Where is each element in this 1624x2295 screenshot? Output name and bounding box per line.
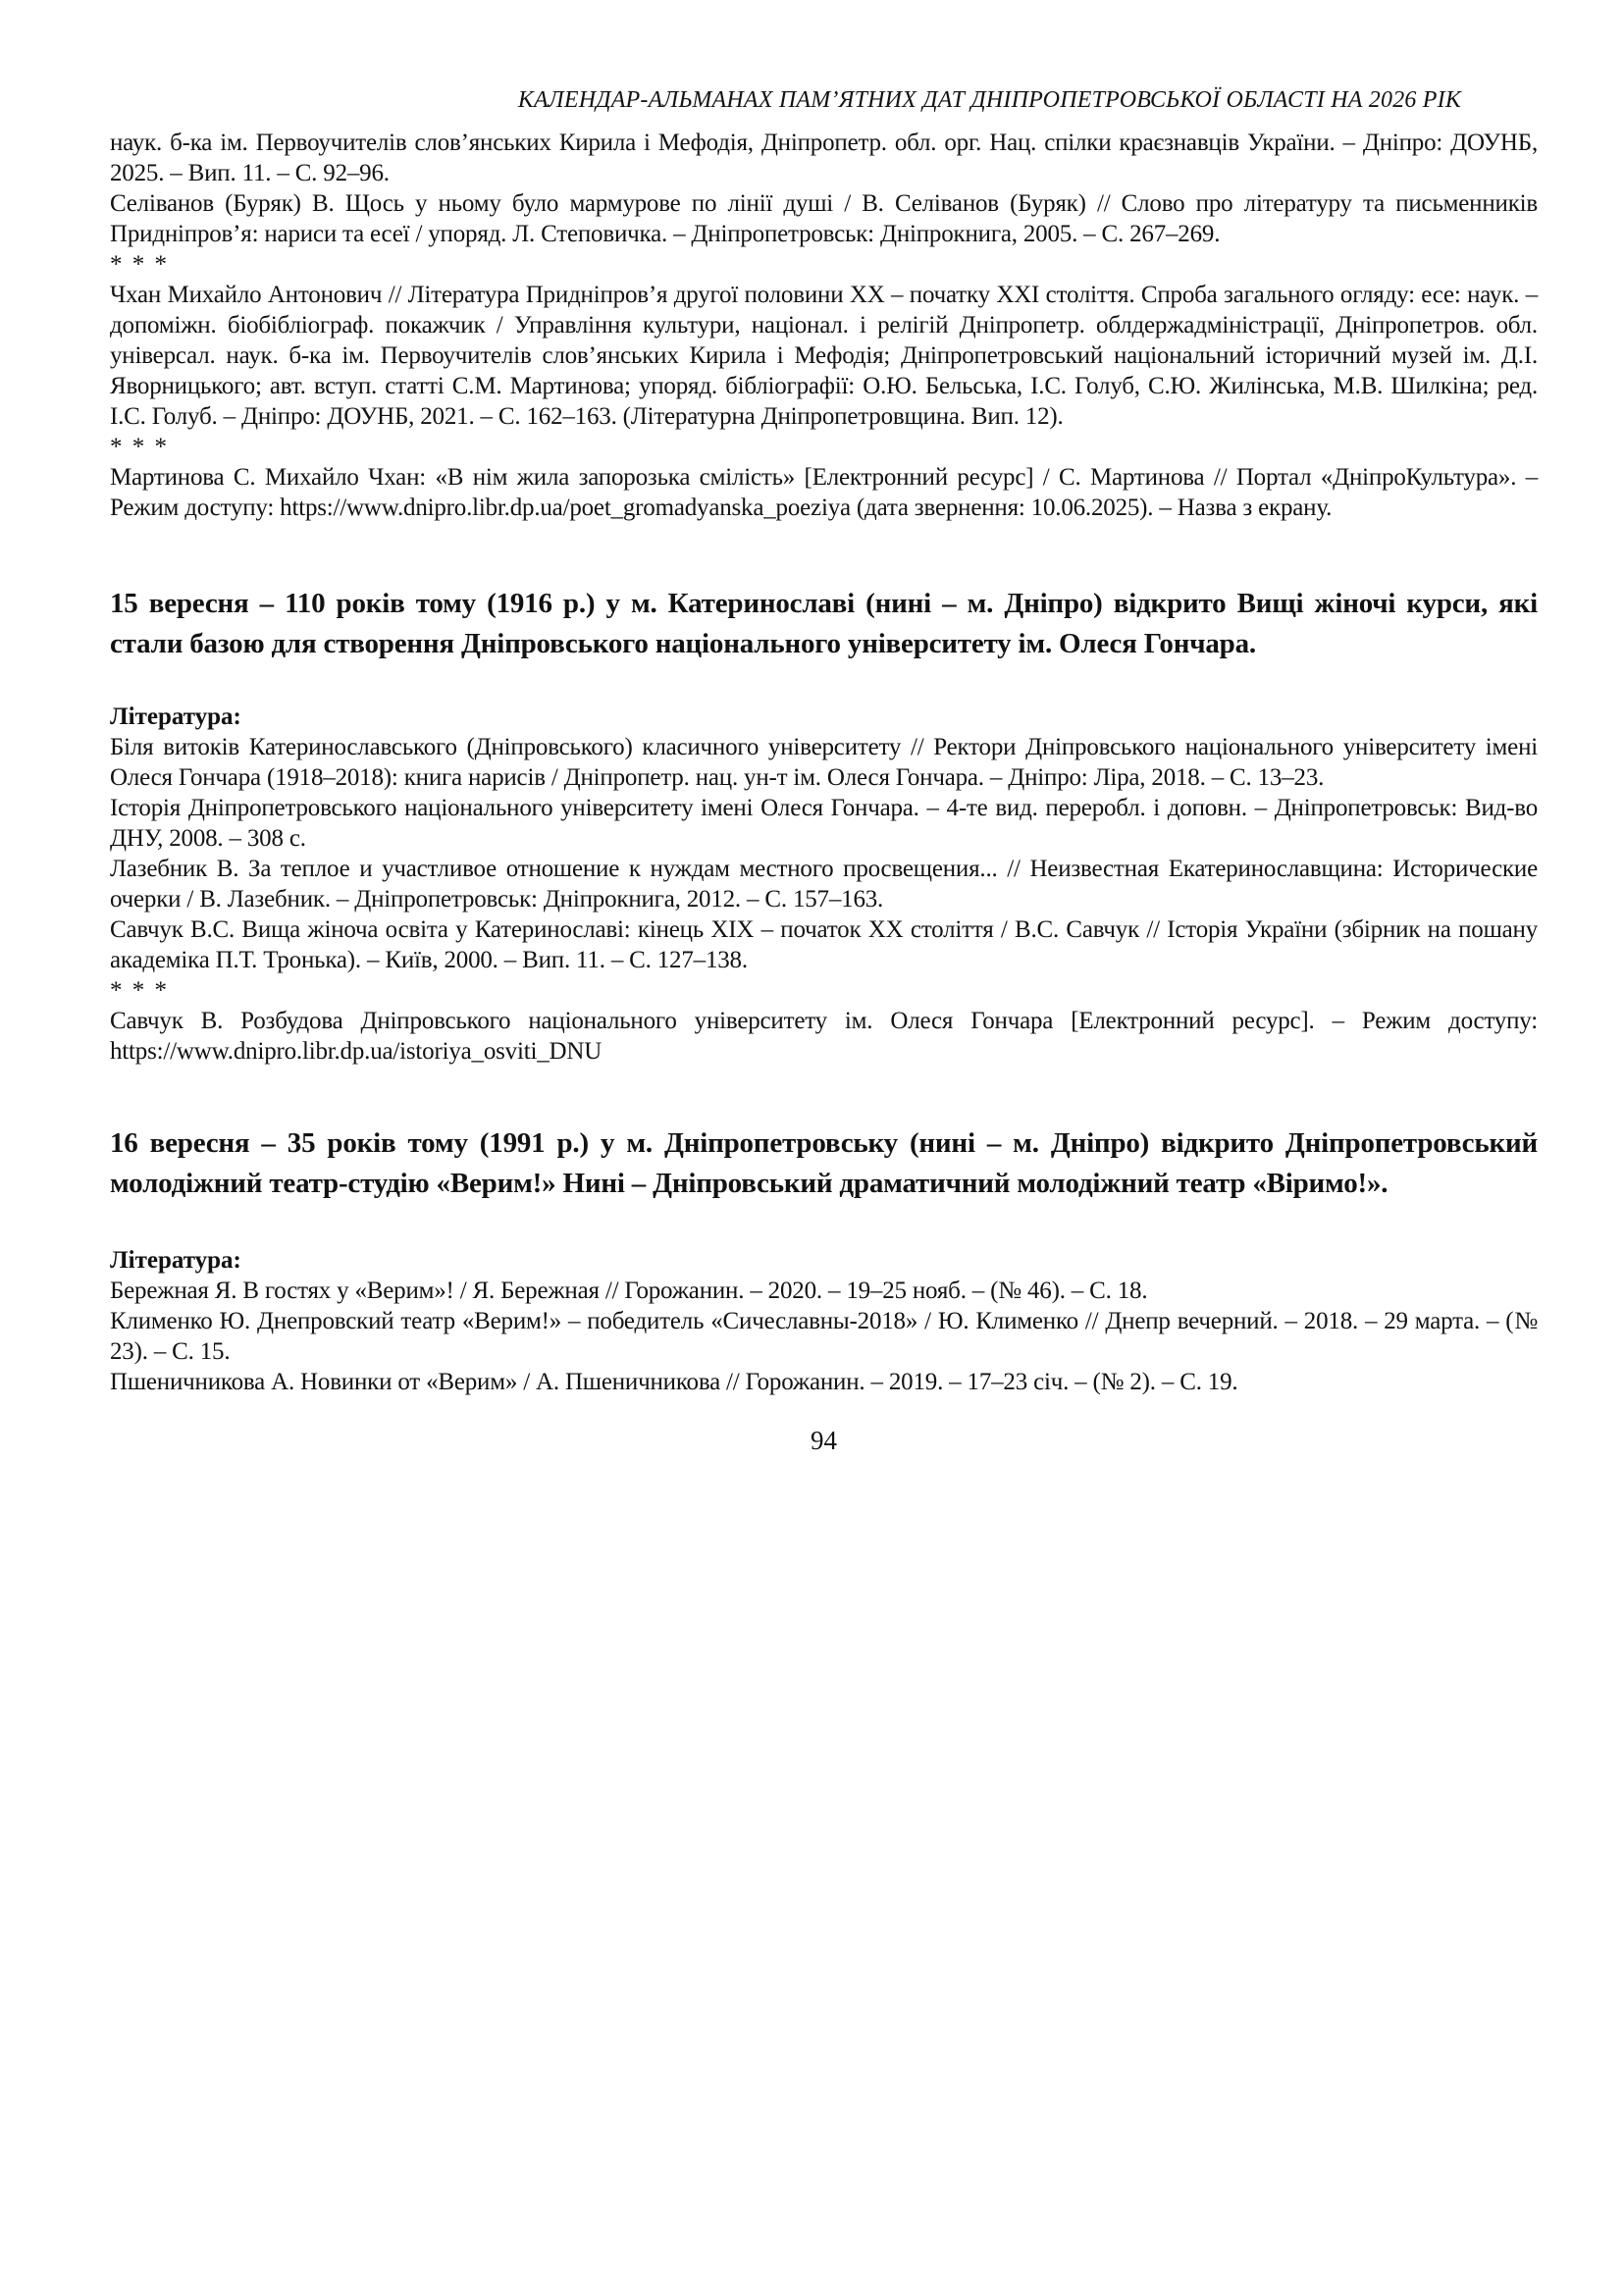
carryover-bibliography-block (110, 128, 1538, 523)
literature-list-1916 (110, 732, 1538, 1067)
running-header: КАЛЕНДАР-АЛЬМАНАХ ПАМ’ЯТНИХ ДАТ ДНІПРОПЕТРОВСЬКОЇ ОБЛАСТІ НА 2026 РІК (517, 87, 1461, 113)
literature-label: Література: (110, 1247, 241, 1274)
event-heading-1916: 15 вересня – 110 років тому (1916 р.) у м. Катеринославі (нині – м. Дніпро) відкрито Вищі жіночі курси, які стали базою для створення Дніпровського національного університету ім. Олеся Гончара. (110, 588, 1538, 659)
bib-entry-pshenychnykova: Пшеничникова А. Новинки от «Верим» / А. Пшеничникова // Горожанин. – 2019. – 17–23 січ. – (№ 2). – С. 19. (110, 1369, 1238, 1395)
literature-list-1991 (110, 1276, 1538, 1397)
bib-entry-lazebnyk: Лазебник В. За теплое и участливое отношение к нуждам местного просвещения... // Неизвестная Екатеринославщина: Исторические очерки / В. Лазебник. – Дніпропетровськ: Дніпрокнига, 2012. – С. 157–163. (110, 856, 1538, 913)
asterisk-separator: * * * (110, 434, 169, 460)
bib-entry-carryover: наук. б-ка ім. Первоучителів слов’янських Кирила і Мефодія, Дніпропетр. обл. орг. Нац. спілки краєзнавців України. – Дніпро: ДОУНБ, 2025. – Вип. 11. – С. 92–96. (110, 130, 1538, 186)
bib-entry-berezhnaya: Бережная Я. В гостях у «Верим»! / Я. Бережная // Горожанин. – 2020. – 19–25 нояб. – (№ 46). – С. 18. (110, 1278, 1148, 1304)
page-number: 94 (811, 1426, 837, 1455)
bib-entry-selivanov: Селіванов (Буряк) В. Щось у ньому було мармурове по лінії душі / В. Селіванов (Буряк) // Слово про літературу та письменників Придніпров’я: нариси та есеї / упоряд. Л. Степовичка. – Дніпропетровськ: Дніпрокнига, 2005. – С. 267–269. (110, 190, 1538, 247)
bib-entry-martynova: Мартинова С. Михайло Чхан: «В нім жила запорозька смілість» [Електронний ресурс] / С. Мартинова // Портал «ДніпроКультура». – Режим доступу: https://www.dnipro.libr.dp.ua/poet_gromadyanska_poeziya (дата звернення: 10.06.2025). – Назва з екрану. (110, 464, 1538, 521)
asterisk-separator: * * * (110, 977, 169, 1004)
bib-entry-istoriya-dnu: Історія Дніпропетровського національного університету імені Олеся Гончара. – 4-те вид. переробл. і доповн. – Дніпропетровськ: Вид-во ДНУ, 2008. – 308 с. (110, 795, 1538, 852)
asterisk-separator: * * * (110, 251, 169, 278)
event-heading-1991: 16 вересня – 35 років тому (1991 р.) у м. Дніпропетровську (нині – м. Дніпро) відкрито Дніпропетровський молодіжний театр-студію «Верим!» Нині – Дніпровський драматичний молодіжний театр «Віримо!». (110, 1127, 1538, 1199)
bib-entry-bilya-vytokiv: Біля витоків Катеринославського (Дніпровського) класичного університету // Ректори Дніпровського національного університету імені Олеся Гончара (1918–2018): книга нарисів / Дніпропетр. нац. ун-т ім. Олеся Гончара. – Дніпро: Ліра, 2018. – С. 13–23. (110, 734, 1538, 791)
literature-label: Література: (110, 704, 241, 730)
bib-entry-chkhan: Чхан Михайло Антонович // Література Придніпров’я другої половини ХХ – початку ХХІ століття. Спроба загального огляду: есе: наук. –допоміжн. біобібліограф. покажчик / Управління культури, націонал. і релігій Дніпропетр. облдержадміністрації, Дніпропетров. обл. універсал. наук. б-ка ім. Первоучителів слов’янських Кирила і Мефодія; Дніпропетровський національний історичний музей ім. Д.І. Яворницького; авт. вступ. статті С.М. Мартинова; упоряд. бібліографії: О.Ю. Бельська, І.С. Голуб, С.Ю. Жилінська, М.В. Шилкіна; ред. І.С. Голуб. – Дніпро: ДОУНБ, 2021. – С. 162–163. (Літературна Дніпропетровщина. Вип. 12). (110, 282, 1538, 430)
bib-entry-savchuk-vs: Савчук В.С. Вища жіноча освіта у Катеринославі: кінець ХІХ – початок ХХ століття / В.С. Савчук // Історія України (збірник на пошану академіка П.Т. Тронька). – Київ, 2000. – Вип. 11. – С. 127–138. (110, 916, 1538, 973)
bib-entry-savchuk-electronic: Савчук В. Розбудова Дніпровського національного університету ім. Олеся Гончара [Електронний ресурс]. – Режим доступу: https://www.dnipro.libr.dp.ua/istoriya_osviti_DNU (110, 1008, 1538, 1065)
bib-entry-klymenko: Клименко Ю. Днепровский театр «Верим!» – победитель «Сичеславны-2018» / Ю. Клименко // Днепр вечерний. – 2018. – 29 марта. – (№ 23). – С. 15. (110, 1308, 1538, 1365)
